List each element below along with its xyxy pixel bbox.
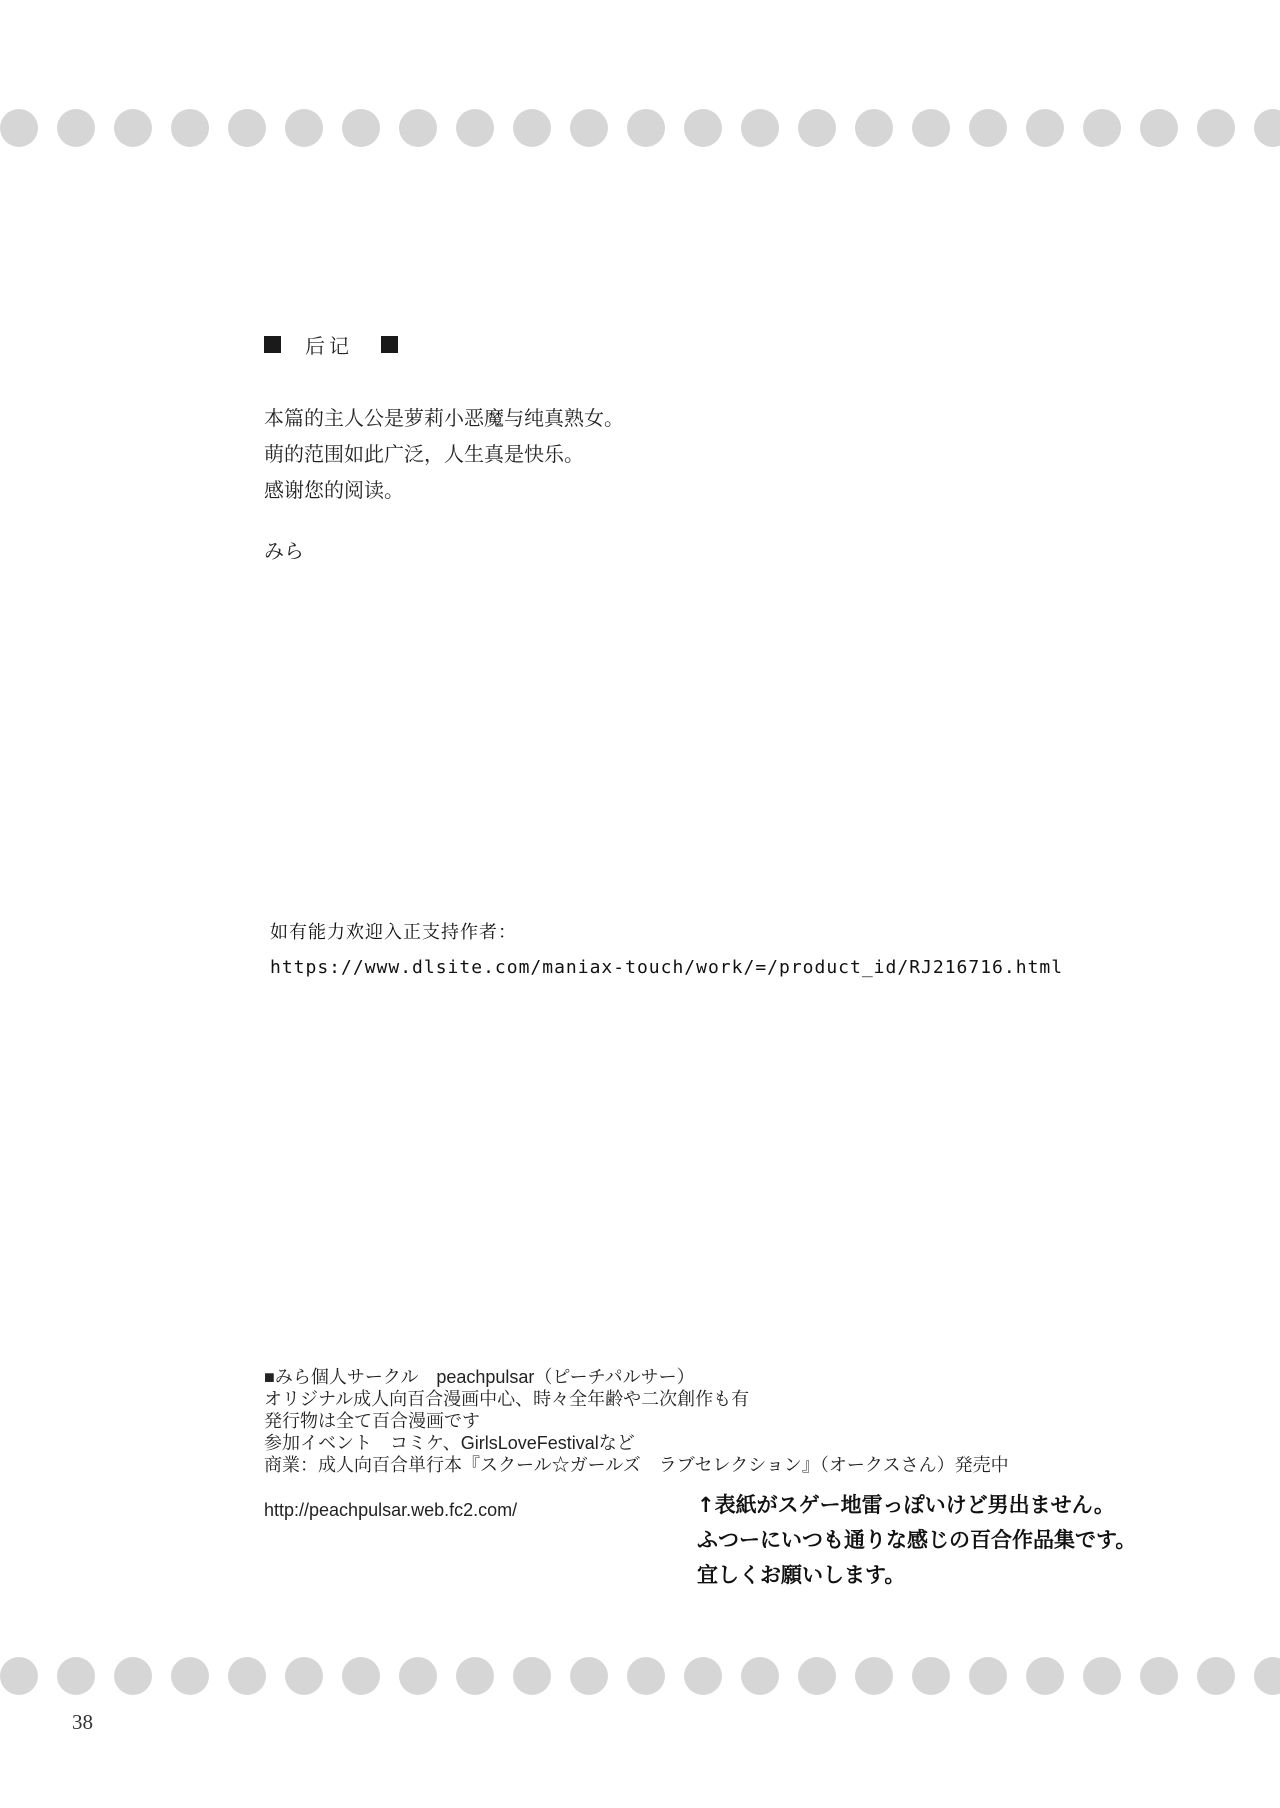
- border-dot: [228, 109, 266, 147]
- border-dot: [1083, 109, 1121, 147]
- note-line: 宜しくお願いします。: [697, 1563, 906, 1587]
- border-dot: [1026, 1657, 1064, 1695]
- border-dot: [1140, 1657, 1178, 1695]
- top-dot-border: [0, 109, 1280, 149]
- page-number: 38: [72, 1710, 93, 1734]
- border-dot: [1254, 109, 1280, 147]
- border-dot: [456, 1657, 494, 1695]
- border-dot: [741, 1657, 779, 1695]
- border-dot: [627, 109, 665, 147]
- border-dot: [1197, 1657, 1235, 1695]
- border-dot: [57, 1657, 95, 1695]
- border-dot: [513, 1657, 551, 1695]
- border-dot: [855, 109, 893, 147]
- border-dot: [228, 1657, 266, 1695]
- border-dot: [741, 109, 779, 147]
- border-dot: [684, 109, 722, 147]
- border-dot: [855, 1657, 893, 1695]
- border-dot: [1026, 109, 1064, 147]
- circle-info: [264, 1366, 1009, 1476]
- border-dot: [798, 1657, 836, 1695]
- afterword-line: 本篇的主人公是萝莉小恶魔与纯真熟女。: [264, 406, 624, 430]
- border-dot: [456, 109, 494, 147]
- afterword-line: 萌的范围如此广泛，人生真是快乐。: [264, 442, 584, 466]
- border-dot: [114, 1657, 152, 1695]
- bottom-dot-border: [0, 1657, 1280, 1697]
- border-dot: [342, 109, 380, 147]
- border-dot: [912, 109, 950, 147]
- circle-line: ■みら個人サークル peachpulsar（ピーチパルサー）: [264, 1367, 695, 1387]
- border-dot: [570, 1657, 608, 1695]
- handwritten-note: [697, 1488, 1136, 1593]
- border-dot: [57, 109, 95, 147]
- border-dot: [1140, 109, 1178, 147]
- border-dot: [171, 1657, 209, 1695]
- support-text: 如有能力欢迎入正支持作者：: [270, 922, 517, 943]
- border-dot: [1083, 1657, 1121, 1695]
- border-dot: [342, 1657, 380, 1695]
- support-note: [270, 915, 1063, 985]
- circle-line: オリジナル成人向百合漫画中心、時々全年齢や二次創作も有: [264, 1389, 750, 1409]
- circle-line: 参加イベント コミケ、GirlsLoveFestivalなど: [264, 1433, 635, 1453]
- square-bullet-icon: [264, 336, 281, 353]
- square-bullet-icon: [381, 336, 398, 353]
- border-dot: [912, 1657, 950, 1695]
- border-dot: [798, 109, 836, 147]
- border-dot: [1197, 109, 1235, 147]
- circle-url[interactable]: http://peachpulsar.web.fc2.com/: [264, 1500, 518, 1520]
- border-dot: [0, 1657, 38, 1695]
- circle-line: 商業：成人向百合単行本『スクール☆ガールズ ラブセレクション』（オークスさん）発売中: [264, 1455, 1009, 1475]
- border-dot: [114, 109, 152, 147]
- border-dot: [969, 109, 1007, 147]
- border-dot: [684, 1657, 722, 1695]
- support-link[interactable]: https://www.dlsite.com/maniax-touch/work/=/product_id/RJ216716.html: [270, 957, 1064, 978]
- border-dot: [171, 109, 209, 147]
- border-dot: [0, 109, 38, 147]
- note-line: ふつーにいつも通りな感じの百合作品集です。: [697, 1528, 1137, 1552]
- border-dot: [285, 1657, 323, 1695]
- border-dot: [969, 1657, 1007, 1695]
- afterword-title: 后记: [305, 334, 353, 358]
- afterword-line: 感谢您的阅读。: [264, 478, 404, 502]
- afterword-heading: [264, 330, 398, 359]
- border-dot: [399, 109, 437, 147]
- author-signature: みら: [264, 539, 304, 563]
- afterword-body: [264, 400, 624, 508]
- border-dot: [1254, 1657, 1280, 1695]
- border-dot: [570, 109, 608, 147]
- border-dot: [285, 109, 323, 147]
- note-line: ↑表紙がスゲー地雷っぽいけど男出ません。: [697, 1493, 1115, 1517]
- border-dot: [399, 1657, 437, 1695]
- circle-line: 発行物は全て百合漫画です: [264, 1411, 480, 1431]
- border-dot: [513, 109, 551, 147]
- border-dot: [627, 1657, 665, 1695]
